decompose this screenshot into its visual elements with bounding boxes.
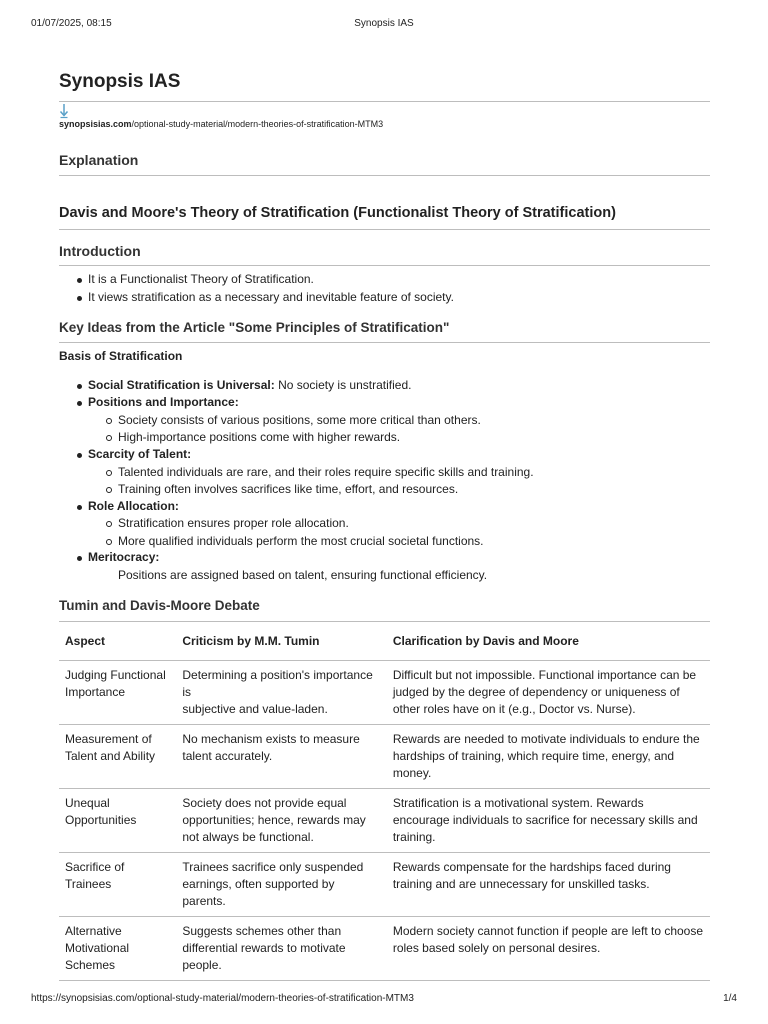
cell-line: talent accurately. xyxy=(182,749,273,763)
key-ideas-heading: Key Ideas from the Article "Some Principles of Stratification" xyxy=(59,320,450,335)
aspect-cell xyxy=(59,661,176,725)
bullet-icon xyxy=(77,556,82,561)
aspect-cell xyxy=(59,853,176,917)
cell-line: judged by the degree of dependency or uniqueness of xyxy=(392,685,680,699)
sub-bullet-icon xyxy=(106,539,112,545)
cell-line: Modern society cannot function if people are left to choose xyxy=(392,924,704,938)
cell-line: roles based solely on personal desires. xyxy=(392,941,601,955)
clarification-cell xyxy=(387,917,710,981)
sub-item: Society consists of various positions, some more critical than others. xyxy=(118,413,481,427)
divider xyxy=(59,342,710,343)
cell-line: Trainees xyxy=(65,877,112,891)
bullet-icon xyxy=(77,505,82,510)
table-row xyxy=(59,853,710,917)
key-idea-scarcity xyxy=(88,447,191,462)
key-idea-universal xyxy=(88,378,411,393)
sub-bullet-icon xyxy=(106,521,112,527)
introduction-heading: Introduction xyxy=(59,243,141,259)
criticism-cell xyxy=(176,661,386,725)
column-header: Aspect xyxy=(59,622,176,661)
clarification-cell xyxy=(387,789,710,853)
cell-line: Schemes xyxy=(65,958,116,972)
sub-bullet-icon xyxy=(106,470,112,476)
cell-line: Stratification is a motivational system. Rewards xyxy=(392,796,644,810)
table-row xyxy=(59,661,710,725)
divider xyxy=(59,101,710,102)
bullet-icon xyxy=(77,401,82,406)
clarification-cell xyxy=(387,725,710,789)
table-header-row xyxy=(59,622,710,661)
table-row xyxy=(59,789,710,853)
cell-line: Sacrifice of xyxy=(65,860,125,874)
intro-item: It is a Functionalist Theory of Stratification. xyxy=(88,272,314,286)
cell-line: No mechanism exists to measure xyxy=(182,732,360,746)
cell-line: hardships of training, which require time, energy, and xyxy=(392,749,675,763)
source-url-path: /optional-study-material/modern-theories-of-stratification-MTM3 xyxy=(131,119,384,129)
source-url-domain: synopsisias.com xyxy=(59,119,132,129)
key-idea-label: Positions and Importance: xyxy=(88,395,239,409)
table-body xyxy=(59,661,710,981)
sub-bullet-icon xyxy=(106,418,112,424)
cell-line: Trainees sacrifice only suspended xyxy=(182,860,364,874)
cell-line: Importance xyxy=(65,685,126,699)
bullet-icon xyxy=(77,278,82,283)
print-page-number: 1/4 xyxy=(723,993,737,1004)
aspect-cell xyxy=(59,789,176,853)
criticism-cell xyxy=(176,917,386,981)
bullet-icon xyxy=(77,384,82,389)
key-idea-text: No society is unstratified. xyxy=(274,378,412,392)
clarification-cell xyxy=(387,661,710,725)
cell-line: Motivational xyxy=(65,941,130,955)
explanation-heading: Explanation xyxy=(59,152,139,168)
cell-line: Unequal xyxy=(65,796,110,810)
key-idea-meritocracy xyxy=(88,550,159,565)
cell-line: other roles have on it (e.g., Doctor vs. Nurse). xyxy=(392,702,636,716)
download-arrow-icon xyxy=(59,103,69,119)
cell-line: people. xyxy=(182,958,222,972)
cell-line: differential rewards to motivate xyxy=(182,941,346,955)
print-datetime: 01/07/2025, 08:15 xyxy=(31,18,112,29)
criticism-cell xyxy=(176,789,386,853)
sub-item: More qualified individuals perform the most crucial societal functions. xyxy=(118,534,484,548)
table-row xyxy=(59,725,710,789)
cell-line: encourage individuals to sacrifice for necessary skills and xyxy=(392,813,698,827)
column-header: Clarification by Davis and Moore xyxy=(387,622,710,661)
cell-line: training and are unnecessary for unskilled tasks. xyxy=(392,877,650,891)
divider xyxy=(59,175,710,176)
cell-line: Society does not provide equal xyxy=(182,796,347,810)
key-idea-label: Role Allocation: xyxy=(88,499,179,513)
cell-line: subjective and value-laden. xyxy=(182,702,328,716)
basis-subheading: Basis of Stratification xyxy=(59,349,183,363)
cell-line: Rewards are needed to motivate individuals to endure the xyxy=(392,732,700,746)
cell-line: Measurement of xyxy=(65,732,152,746)
meritocracy-text: Positions are assigned based on talent, ensuring functional efficiency. xyxy=(118,568,488,582)
cell-line: earnings, often supported by parents. xyxy=(182,877,335,908)
divider xyxy=(59,229,710,230)
key-idea-label: Meritocracy: xyxy=(88,550,160,564)
intro-item: It views stratification as a necessary and inevitable feature of society. xyxy=(88,290,454,304)
key-idea-positions xyxy=(88,395,239,410)
cell-line: Opportunities xyxy=(65,813,137,827)
bullet-icon xyxy=(77,296,82,301)
table-row xyxy=(59,917,710,981)
source-url[interactable] xyxy=(59,119,383,129)
sub-item: Talented individuals are rare, and their roles require specific skills and training. xyxy=(118,465,534,479)
cell-line: Rewards compensate for the hardships faced during xyxy=(392,860,671,874)
sub-item: Stratification ensures proper role allocation. xyxy=(118,516,349,530)
key-idea-label: Social Stratification is Universal: xyxy=(88,378,275,392)
divider xyxy=(59,265,710,266)
key-idea-label: Scarcity of Talent: xyxy=(88,447,192,461)
cell-line: not always be functional. xyxy=(182,830,314,844)
cell-line: Determining a position's importance is xyxy=(182,668,373,699)
print-page-title: Synopsis IAS xyxy=(354,18,414,29)
cell-line: money. xyxy=(392,766,432,780)
sub-bullet-icon xyxy=(106,435,112,441)
main-heading: Davis and Moore's Theory of Stratification (Functionalist Theory of Stratification) xyxy=(59,205,616,221)
cell-line: Suggests schemes other than xyxy=(182,924,342,938)
debate-table xyxy=(59,621,710,981)
cell-line: Alternative xyxy=(65,924,122,938)
bullet-icon xyxy=(77,453,82,458)
criticism-cell xyxy=(176,725,386,789)
key-idea-role-allocation xyxy=(88,499,179,514)
debate-heading: Tumin and Davis-Moore Debate xyxy=(59,598,260,613)
cell-line: Difficult but not impossible. Functional importance can be xyxy=(392,668,697,682)
cell-line: opportunities; hence, rewards may xyxy=(182,813,366,827)
sub-bullet-icon xyxy=(106,487,112,493)
aspect-cell xyxy=(59,917,176,981)
print-footer-url: https://synopsisias.com/optional-study-material/modern-theories-of-stratification-MTM3 xyxy=(31,993,414,1004)
sub-item: High-importance positions come with higher rewards. xyxy=(118,430,401,444)
sub-item: Training often involves sacrifices like time, effort, and resources. xyxy=(118,482,459,496)
cell-line: Talent and Ability xyxy=(65,749,156,763)
clarification-cell xyxy=(387,853,710,917)
cell-line: Judging Functional xyxy=(65,668,166,682)
aspect-cell xyxy=(59,725,176,789)
column-header: Criticism by M.M. Tumin xyxy=(176,622,386,661)
site-title: Synopsis IAS xyxy=(59,71,181,92)
criticism-cell xyxy=(176,853,386,917)
cell-line: training. xyxy=(392,830,436,844)
